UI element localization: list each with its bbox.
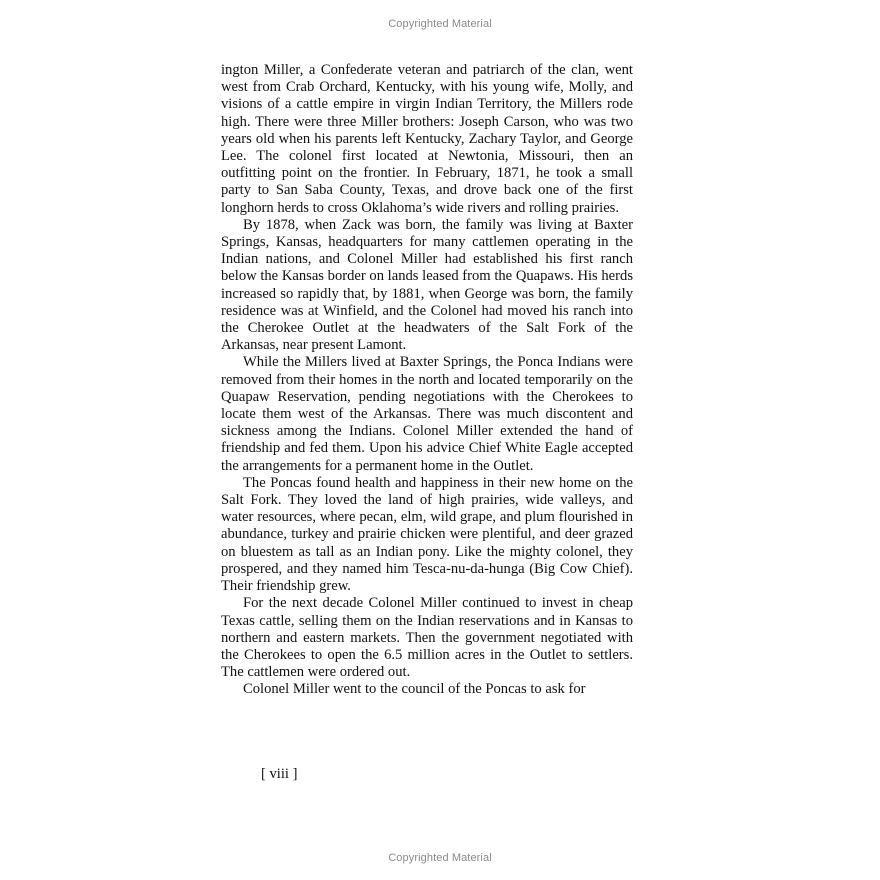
paragraph: While the Millers lived at Baxter Springs, the Ponca Indians were removed from their homes in the north and located temporarily on the Quapaw Reservation, pending negotiations with the Cherokees to locate them west of the Arkansas. There was much discontent and sickness among the Indians. Colonel Miller extended the hand of friendship and fed them. Upon his advice Chief White Eagle accepted the arrangements for a permanent home in the Outlet. — [221, 354, 633, 474]
paragraph: By 1878, when Zack was born, the family was living at Baxter Springs, Kansas, headquarters for many cattlemen operating in the Indian nations, and Colonel Miller had established his first ranch below the Kansas border on lands leased from the Quapaws. His herds increased so rapidly that, by 1881, when George was born, the family residence was at Winfield, and the Colonel had moved his ranch into the Cherokee Outlet at the headwaters of the Salt Fork of the Arkansas, near present Lamont. — [221, 216, 633, 354]
paragraph: Colonel Miller went to the council of the Poncas to ask for — [243, 681, 586, 698]
watermark-top: Copyrighted Material — [388, 18, 492, 30]
paragraph: For the next decade Colonel Miller continued to invest in cheap Texas cattle, selling them on the Indian reservations and in Kansas to northern and eastern markets. Then the government negotiated with the Cherokees to open the 6.5 million acres in the Outlet to settlers. The cattlemen were ordered out. — [221, 595, 633, 681]
page-number: [ viii ] — [261, 766, 298, 782]
paragraph: The Poncas found health and happiness in their new home on the Salt Fork. They loved the land of high prairies, wide valleys, and water resources, where pecan, elm, wild grape, and plum flourished in abundance, turkey and prairie chicken were plentiful, and deer grazed on bluestem as tall as an Indian pony. Like the mighty colonel, they prospered, and they named him Tesca-nu-da-hunga (Big Cow Chief). Their friendship grew. — [221, 474, 633, 595]
body-text — [221, 62, 633, 699]
watermark-bottom: Copyrighted Material — [388, 852, 492, 864]
paragraph: ington Miller, a Confederate veteran and patriarch of the clan, went west from Crab Orchard, Kentucky, with his young wife, Molly, and visions of a cattle empire in virgin Indian Territory, the Millers rode high. There were three Miller brothers: Joseph Carson, who was two years old when his parents left Kentucky, Zachary Taylor, and George Lee. The colonel first located at Newtonia, Missouri, then an outfitting point on the frontier. In February, 1871, he took a small party to San Saba County, Texas, and drove back one of the first longhorn herds to cross Oklahoma’s wide rivers and rolling prairies. — [221, 62, 633, 216]
